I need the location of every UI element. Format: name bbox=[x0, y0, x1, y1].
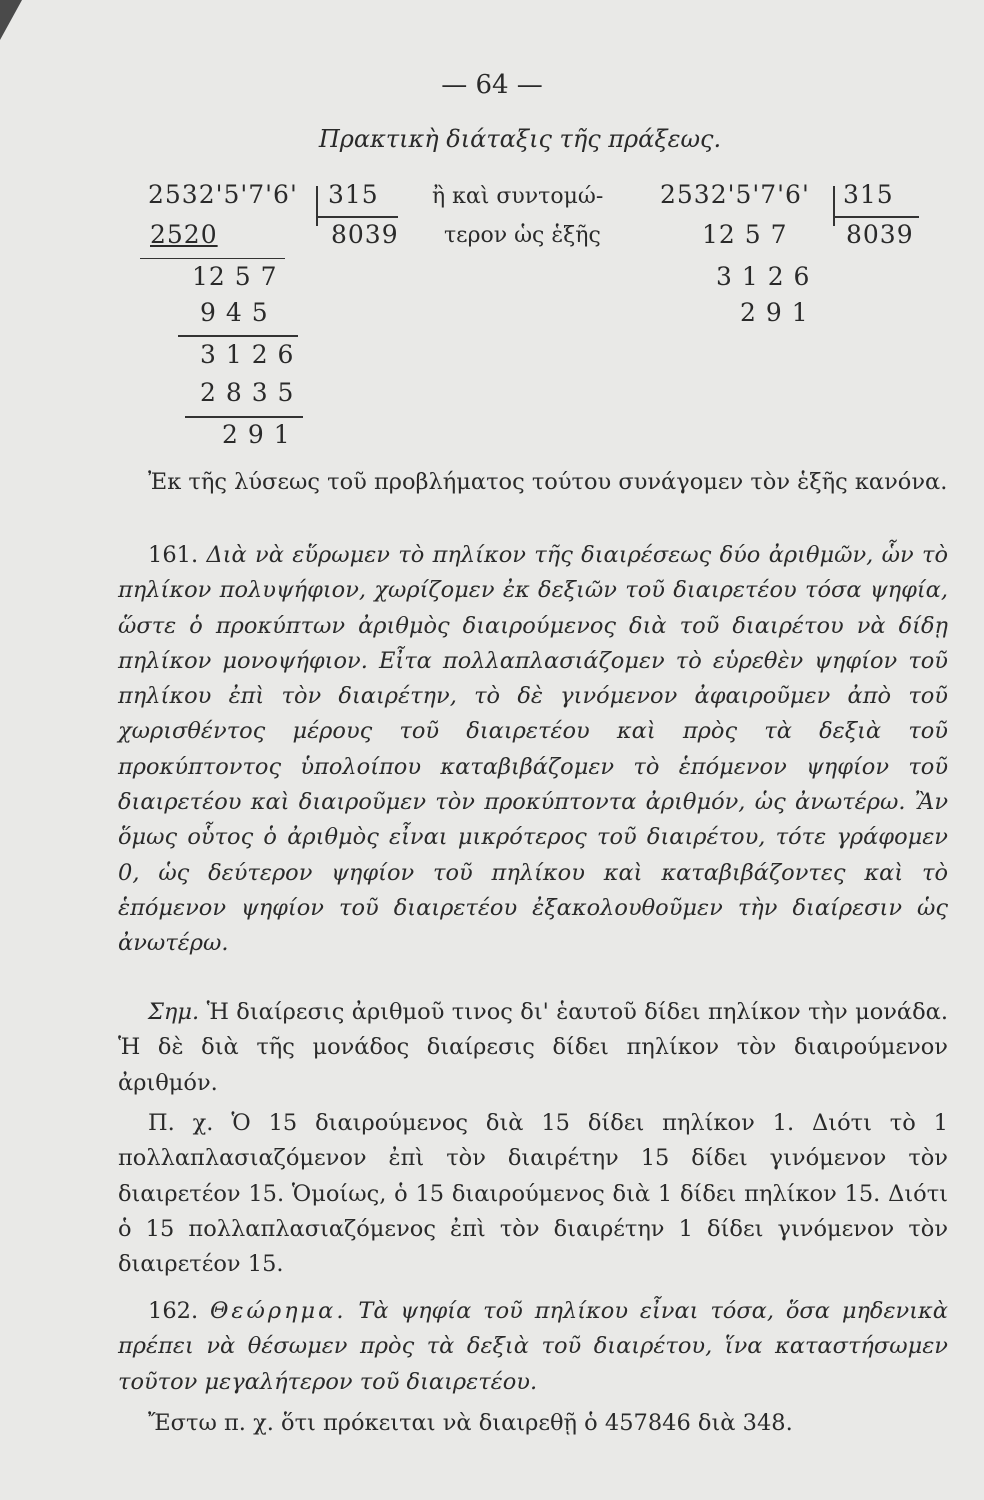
paragraph-161 bbox=[118, 538, 948, 962]
example-label: Π. χ. bbox=[148, 1110, 214, 1136]
note-text: Ἡ διαίρεσις ἀριθμοῦ τινος δι' ἑαυτοῦ δίδει πηλίκον τὴν μονάδα. Ἡ δὲ διὰ τῆς μονάδος διαίρεσις δίδει πηλίκον τὸν διαιρούμενον ἀριθμόν. bbox=[118, 999, 949, 1096]
final-paragraph bbox=[118, 1406, 948, 1441]
paragraph-162 bbox=[118, 1294, 948, 1400]
note-label: Σημ. bbox=[148, 999, 200, 1025]
right-step-3: 2 9 1 bbox=[740, 298, 809, 327]
page-number: — 64 — bbox=[441, 70, 543, 100]
paragraph-162-number: 162. bbox=[148, 1298, 199, 1324]
intro-text: Ἐκ τῆς λύσεως τοῦ προβλήματος τούτου συνάγομεν τὸν ἑξῆς κανόνα. bbox=[148, 469, 948, 495]
intro-paragraph bbox=[118, 465, 948, 500]
right-dividend: 2532'5'7'6' bbox=[660, 180, 810, 209]
middle-note-line2: τερον ὡς ἑξῆς bbox=[444, 223, 601, 248]
note-paragraph bbox=[118, 995, 948, 1101]
left-step-5: 2 8 3 5 bbox=[200, 378, 295, 407]
right-quotient: 8039 bbox=[846, 220, 914, 249]
paragraph-161-number: 161. bbox=[148, 542, 199, 568]
paragraph-162-text: Τὰ ψηφία τοῦ πηλίκου εἶναι τόσα, ὅσα μηδενικὰ πρέπει νὰ θέσωμεν πρὸς τὰ δεξιὰ τοῦ διαιρέτου, ἵνα καταστήσωμεν τοῦτον μεγαλήτερον τοῦ διαιρετέου. bbox=[118, 1298, 948, 1395]
right-step-1: 12 5 7 bbox=[702, 220, 788, 249]
left-step-3: 9 4 5 bbox=[200, 298, 269, 327]
right-divisor-bar bbox=[833, 186, 835, 226]
section-title: Πρακτικὴ διάταξις τῆς πράξεως. bbox=[318, 125, 722, 153]
right-divisor-rule bbox=[833, 216, 919, 218]
right-step-2: 3 1 2 6 bbox=[716, 262, 811, 291]
left-divisor-bar bbox=[316, 186, 318, 226]
left-dividend: 2532'5'7'6' bbox=[148, 180, 298, 209]
paragraph-161-text: Διὰ νὰ εὕρωμεν τὸ πηλίκον τῆς διαιρέσεως δύο ἀριθμῶν, ὧν τὸ πηλίκον πολυψήφιον, χωρίζομεν ἐκ δεξιῶν τοῦ διαιρετέου τόσα ψηφία, ὥστε ὁ προκύπτων ἀριθμὸς διαιρούμενος διὰ τοῦ διαιρέτου νὰ δίδῃ πηλίκον μονοψήφιον. Εἶτα πολλαπλασιάζομεν τὸ εὑρεθὲν ψηφίον τοῦ πηλίκου ἐπὶ τὸν διαιρέτην, τὸ δὲ γινόμενον ἀφαιροῦμεν ἀπὸ τοῦ χωρισθέντος μέρους τοῦ διαιρετέου καὶ πρὸς τὰ δεξιὰ τοῦ προκύπτοντος ὑπολοίπου καταβιβάζομεν τὸ ἑπόμενον ψηφίον τοῦ διαιρετέου καὶ διαιροῦμεν τὸν προκύπτοντα ἀριθμόν, ὡς ἀνωτέρω. Ἂν ὅμως οὗτος ὁ ἀριθμὸς εἶναι μικρότερος τοῦ διαιρέτου, τότε γράφομεν 0, ὡς δεύτερον ψηφίον τοῦ πηλίκου καὶ καταβιβάζοντες καὶ τὸ ἑπόμενον ψηφίον τοῦ διαιρετέου ἐξακολουθοῦμεν τὴν διαίρεσιν ὡς ἀνωτέρω. bbox=[118, 542, 948, 957]
left-divisor: 315 bbox=[328, 180, 379, 209]
example-text: Ὁ 15 διαιρούμενος διὰ 15 δίδει πηλίκον 1. Διότι τὸ 1 πολλαπλασιαζόμενον ἐπὶ τὸν διαιρέτην 15 δίδει γινόμενον τὸν διαιρετέον 15. Ὁμοίως, ὁ 15 διαιρούμενος διὰ 1 δίδει πηλίκον 15. Διότι ὁ 15 πολλαπλασιαζόμενος ἐπὶ τὸν διαιρέτην 1 δίδει γινόμενον τὸν διαιρετέον 15. bbox=[118, 1110, 948, 1278]
example-paragraph bbox=[118, 1106, 948, 1282]
left-rule-3 bbox=[185, 416, 303, 418]
middle-note-line1: ἢ καὶ συντομώ- bbox=[432, 184, 604, 209]
left-step-1: 2520 bbox=[150, 220, 218, 249]
right-divisor: 315 bbox=[843, 180, 894, 209]
left-quotient: 8039 bbox=[331, 220, 399, 249]
left-step-6: 2 9 1 bbox=[222, 420, 291, 449]
left-divisor-rule bbox=[316, 216, 398, 218]
left-rule-1 bbox=[140, 258, 285, 259]
paragraph-162-label: Θεώρημα. bbox=[209, 1298, 347, 1324]
left-step-4: 3 1 2 6 bbox=[200, 340, 295, 369]
page-corner-shadow bbox=[0, 0, 22, 40]
left-step-2: 12 5 7 bbox=[192, 262, 278, 291]
left-rule-2 bbox=[178, 335, 298, 337]
final-text: Ἔστω π. χ. ὅτι πρόκειται νὰ διαιρεθῇ ὁ 457846 διὰ 348. bbox=[148, 1410, 793, 1436]
